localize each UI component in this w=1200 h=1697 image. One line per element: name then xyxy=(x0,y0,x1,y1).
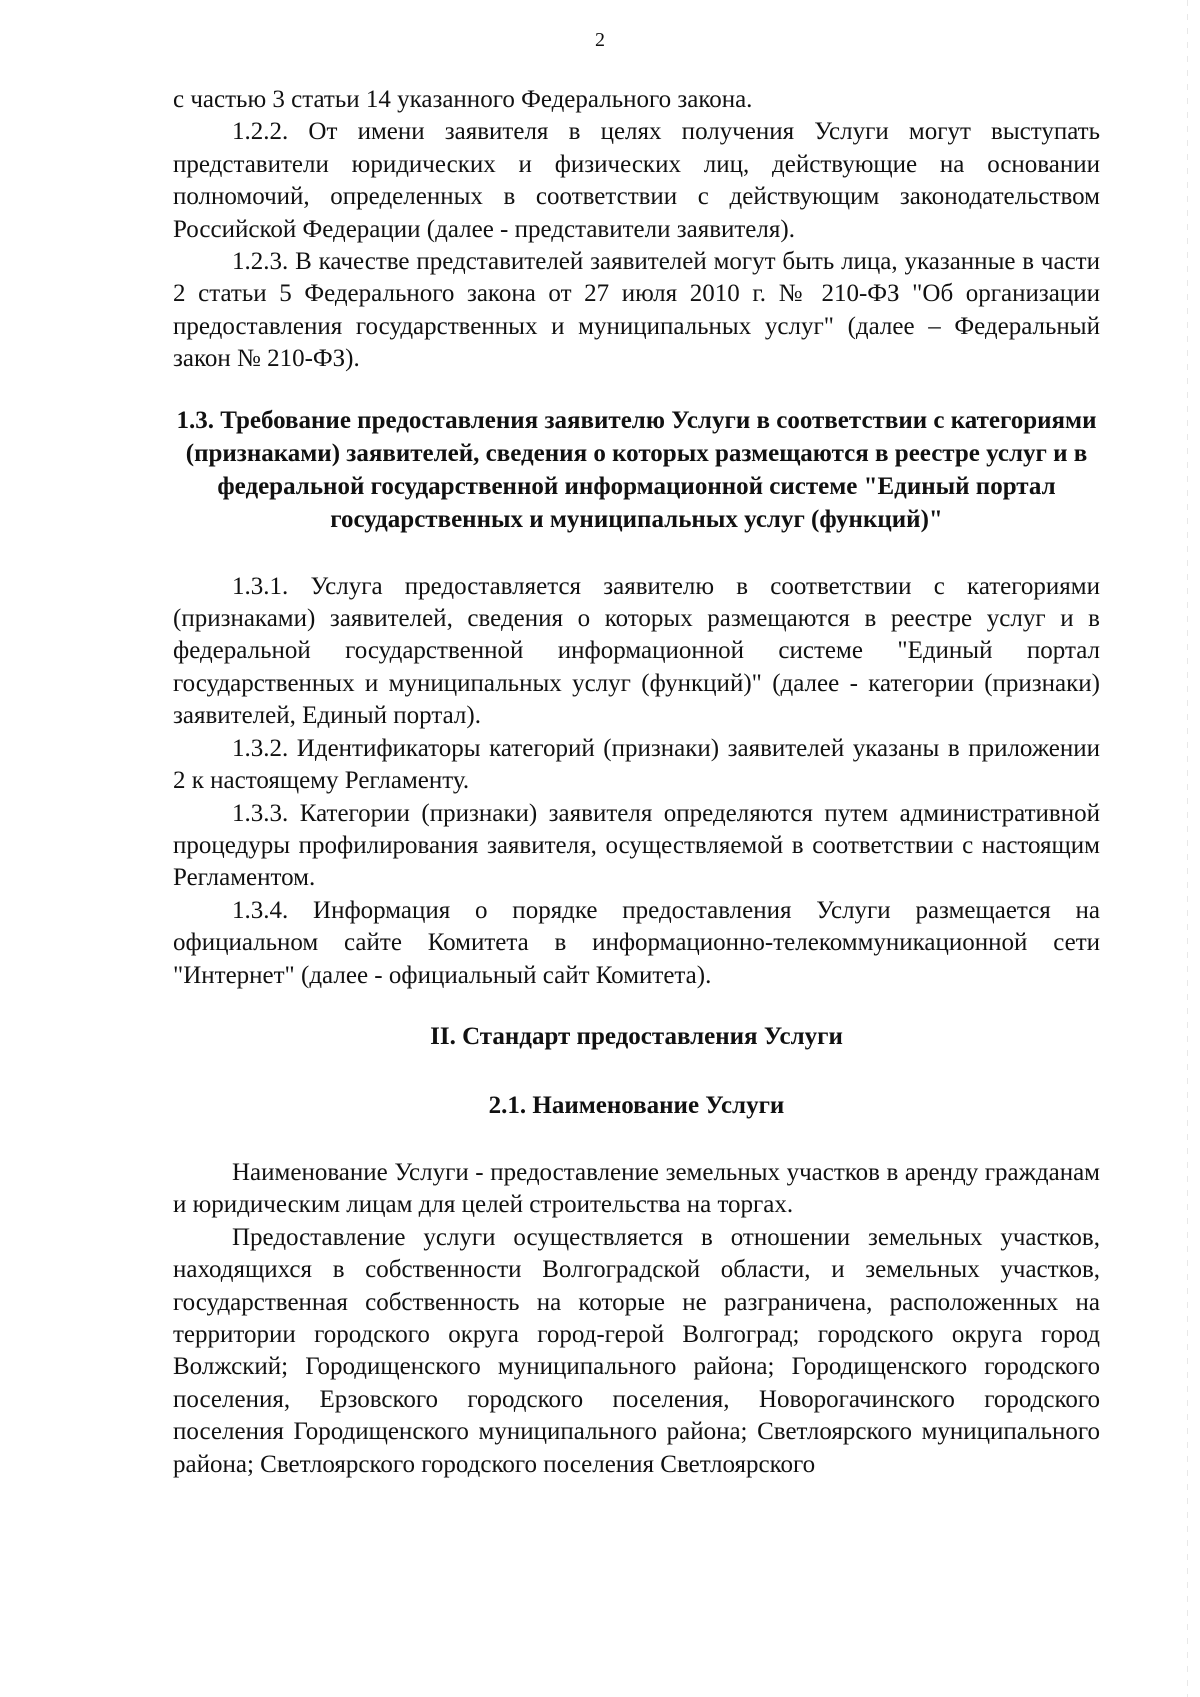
paragraph-1-2-3: 1.2.3. В качестве представителей заявителей могут быть лица, указанные в части 2 статьи 5 Федерального закона от 27 июля 2010 г. № 210-ФЗ "Об организации предоставления государственных и муниципальных услуг" (далее – Федеральный закон № 210-ФЗ). xyxy=(173,248,1100,373)
paragraph-2-1-scope: Предоставление услуги осуществляется в отношении земельных участков, находящихся в собственности Волгоградской области, и земельных участков, государственная собственность на которые не разграничена, расположенных на территории городского округа город-герой Волгоград; городского округа город Волжский; Городищенского муниципального района; Городищенского городского поселения, Ерзовского городского поселения, Новорогачинского городского поселения Городищенского муниципального района; Светлоярского муниципального района; Светлоярского городского поселения Светлоярского xyxy=(173,1223,1100,1478)
scan-edge-mark xyxy=(1187,0,1188,1697)
section-heading-1-3: 1.3. Требование предоставления заявителю Услуги в соответствии с категориями (признаками) заявителей, сведения о которых размещаются в реестре услуг и в федеральной государственной информационной системе "Единый портал государственных и муниципальных услуг (функций)" xyxy=(176,406,1097,533)
paragraph-1-3-4: 1.3.4. Информация о порядке предоставления Услуги размещается на официальном сайте Комитета в информационно-телекоммуникационной сети "Интернет" (далее - официальный сайт Комитета). xyxy=(173,896,1100,989)
paragraph-1-3-3: 1.3.3. Категории (признаки) заявителя определяются путем административной процедуры профилирования заявителя, осуществляемой в соответствии с настоящим Регламентом. xyxy=(173,799,1100,892)
paragraph-1-3-1: 1.3.1. Услуга предоставляется заявителю в соответствии с категориями (признаками) заявителей, сведения о которых размещаются в реестре услуг и в федеральной государственной информационной системе "Единый портал государственных и муниципальных услуг (функций)" (далее - категории (признаки) заявителей, Единый портал). xyxy=(173,572,1100,730)
section-heading-2: II. Стандарт предоставления Услуги xyxy=(430,1022,843,1050)
section-heading-2-1: 2.1. Наименование Услуги xyxy=(488,1091,785,1119)
paragraph-continuation: с частью 3 статьи 14 указанного Федерального закона. xyxy=(173,86,753,113)
paragraph-1-3-2: 1.3.2. Идентификаторы категорий (признаки) заявителей указаны в приложении 2 к настоящему Регламенту. xyxy=(173,734,1100,795)
paragraph-2-1-name: Наименование Услуги - предоставление земельных участков в аренду гражданам и юридическим лицам для целей строительства на торгах. xyxy=(173,1158,1100,1219)
paragraph-1-2-2: 1.2.2. От имени заявителя в целях получения Услуги могут выступать представители юридических и физических лиц, действующие на основании полномочий, определенных в соответствии с действующим законодательством Российской Федерации (далее - представители заявителя). xyxy=(173,118,1100,243)
page-number: 2 xyxy=(595,29,605,51)
document-body xyxy=(173,84,1100,1481)
